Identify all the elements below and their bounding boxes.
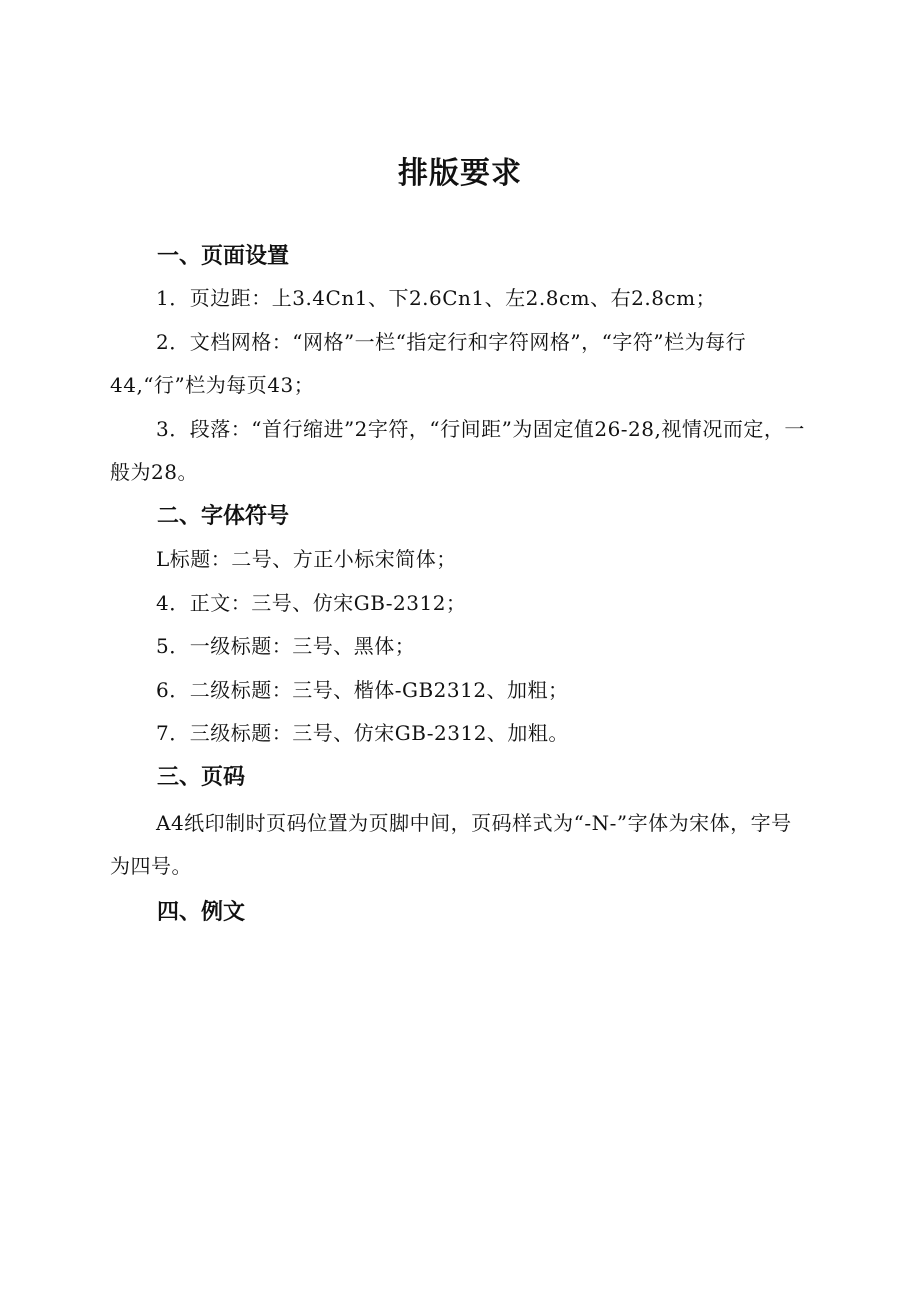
paragraph-page-number: A4纸印制时页码位置为页脚中间，页码样式为“-N-”字体为宋体，字号为四号。 [110,811,792,878]
paragraph-level3-font: 7．三级标题：三号、仿宋GB-2312、加粗。 [156,721,569,745]
document-title: 排版要求 [398,156,522,191]
section-heading-example: 四、例文 [157,900,246,925]
paragraph-body-font: 4．正文：三号、仿宋GB-2312； [156,591,467,615]
paragraph-document-grid: 2．文档网格：“网格”一栏“指定行和字符网格”，“字符”栏为每行44,“行”栏为每页43； [110,330,747,397]
paragraph-level1-font: 5．一级标题：三号、黑体； [156,634,416,658]
section-heading-page-number: 三、页码 [157,765,246,790]
paragraph-title-font: L标题：二号、方正小标宋简体； [156,547,457,571]
section-heading-page-setup: 一、页面设置 [157,244,290,269]
paragraph-margins: 1．页边距：上3.4Cn1、下2.6Cn1、左2.8cm、右2.8cm； [156,286,717,310]
section-heading-fonts: 二、字体符号 [157,504,290,529]
paragraph-spacing: 3．段落：“首行缩进”2字符，“行间距”为固定值26-28,视情况而定，一般为28。 [110,417,805,484]
paragraph-level2-font: 6．二级标题：三号、楷体-GB2312、加粗； [156,678,569,702]
